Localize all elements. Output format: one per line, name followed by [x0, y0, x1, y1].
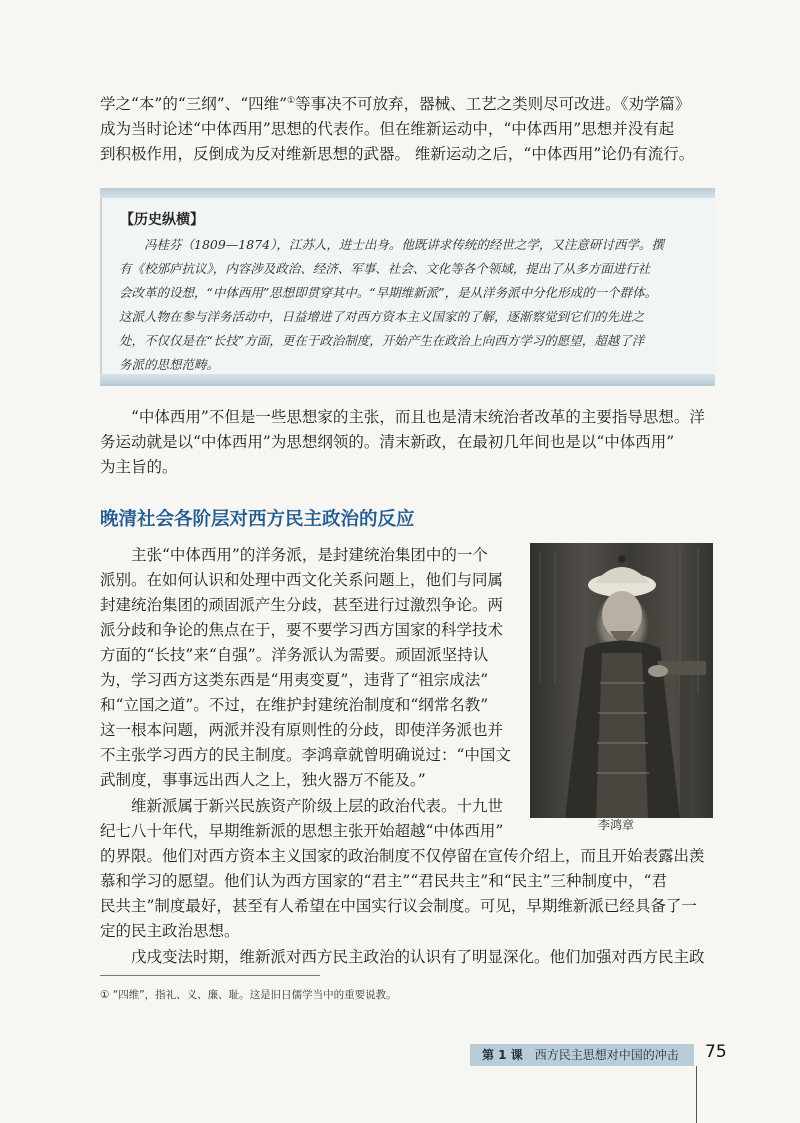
portrait-illustration [530, 543, 713, 818]
text-line: 定的民主政治思想。 [100, 922, 240, 940]
text-line: 不主张学习西方的民主制度。李鸿章就曾明确说过：“中国文 [100, 746, 511, 764]
text-line: 为主旨的。 [100, 458, 178, 476]
page-number: 75 [705, 1042, 727, 1062]
text-line: 戊戌变法时期，维新派对西方民主政治的认识有了明显深化。他们加强对西方民主政 [131, 948, 705, 966]
text-line: 慕和学习的愿望。他们认为西方国家的“君主”“君民共主”和“民主”三种制度中，“君 [100, 872, 667, 890]
history-box-top-band [100, 188, 715, 198]
text-line: “中体西用”不但是一些思想家的主张，而且也是清末统治者改革的主要指导思想。洋 [131, 408, 705, 426]
history-box-text [119, 233, 694, 377]
text-line: 派别。在如何认识和处理中西文化关系问题上，他们与同属 [100, 571, 504, 589]
portrait-photo [530, 543, 713, 818]
text-line: 民共主”制度最好，甚至有人希望在中国实行议会制度。可见，早期维新派已经具备了一 [100, 897, 697, 915]
lesson-footer [470, 1044, 694, 1066]
text-line: 学之“本”的“三纲”、“四维”①等事决不可放弃，器械、工艺之类则尽可改进。《劝学篇》 [100, 95, 691, 113]
page-margin-rule [696, 1066, 697, 1123]
lesson-number: 第 1 课 [482, 1048, 523, 1062]
text-line: 封建统治集团的顽固派产生分歧，甚至进行过激烈争论。两 [100, 596, 504, 614]
history-line: 处，不仅仅是在“长技”方面，更在于政治制度，开始产生在政治上向西方学习的愿望，超越了洋 [119, 333, 645, 348]
lesson-title: 西方民主思想对中国的冲击 [534, 1048, 679, 1062]
history-line: 务派的思想范畴。 [119, 357, 220, 372]
text-line: 主张“中体西用”的洋务派，是封建统治集团中的一个 [131, 546, 488, 564]
paragraph-wuxu-bianfa [100, 945, 715, 970]
text-line: 务运动就是以“中体西用”为思想纲领的。清末新政，在最初几年间也是以“中体西用” [100, 433, 675, 451]
footnote-divider [100, 975, 320, 976]
section-title: 晚清社会各阶层对西方民主政治的反应 [100, 509, 415, 530]
text-line: 方面的“长技”来“自强”。洋务派认为需要。顽固派坚持认 [100, 646, 489, 664]
text-line: 为，学习西方这类东西是“用夷变夏”，违背了“祖宗成法” [100, 671, 489, 689]
footnote-mark[interactable]: ① [287, 96, 296, 106]
text-line: 和“立国之道”。不过，在维护封建统治制度和“纲常名教” [100, 696, 489, 714]
text-line: 成为当时论述“中体西用”思想的代表作。但在维新运动中，“中体西用”思想并没有起 [100, 120, 675, 138]
intro-paragraph [100, 92, 715, 167]
history-line: 冯桂芬（1809—1874），江苏人，进士出身。他既讲求传统的经世之学，又注意研讨西学。撰 [144, 237, 664, 252]
text-line: 到积极作用，反倒成为反对维新思想的武器。 维新运动之后，“中体西用”论仍有流行。 [100, 145, 695, 163]
text-line: 纪七八十年代，早期维新派的思想主张开始超越“中体西用” [100, 822, 504, 840]
paragraph-yangwu-pai [100, 543, 520, 793]
text-line: 这一根本问题，两派并没有原则性的分歧，即使洋务派也并 [100, 721, 504, 739]
paragraph-zhongti-xiyong [100, 405, 715, 480]
text-line: 维新派属于新兴民族资产阶级上层的政治代表。十九世 [131, 797, 504, 815]
text-line: 的界限。他们对西方资本主义国家的政治制度不仅停留在宣传介绍上，而且开始表露出羡 [100, 847, 705, 865]
text-line: 派分歧和争论的焦点在于，要不要学习西方国家的科学技术 [100, 621, 504, 639]
history-line: 有《校邠庐抗议》，内容涉及政治、经济、军事、社会、文化等各个领域，提出了从多方面进行社 [119, 261, 651, 276]
history-line: 这派人物在参与洋务活动中，日益增进了对西方资本主义国家的了解，逐渐察觉到它们的先进之 [119, 309, 645, 324]
history-line: 会改革的设想，“中体西用”思想即贯穿其中。“早期维新派”，是从洋务派中分化形成的一个群体。 [119, 285, 658, 300]
history-box-title: 【历史纵横】 [120, 212, 204, 228]
footnote: ① “四维”，指礼、义、廉、耻。这是旧日儒学当中的重要说教。 [100, 989, 397, 1001]
text-line: 武制度，事事远出西人之上，独火器万不能及。” [100, 771, 426, 789]
photo-caption: 李鸿章 [598, 818, 635, 832]
